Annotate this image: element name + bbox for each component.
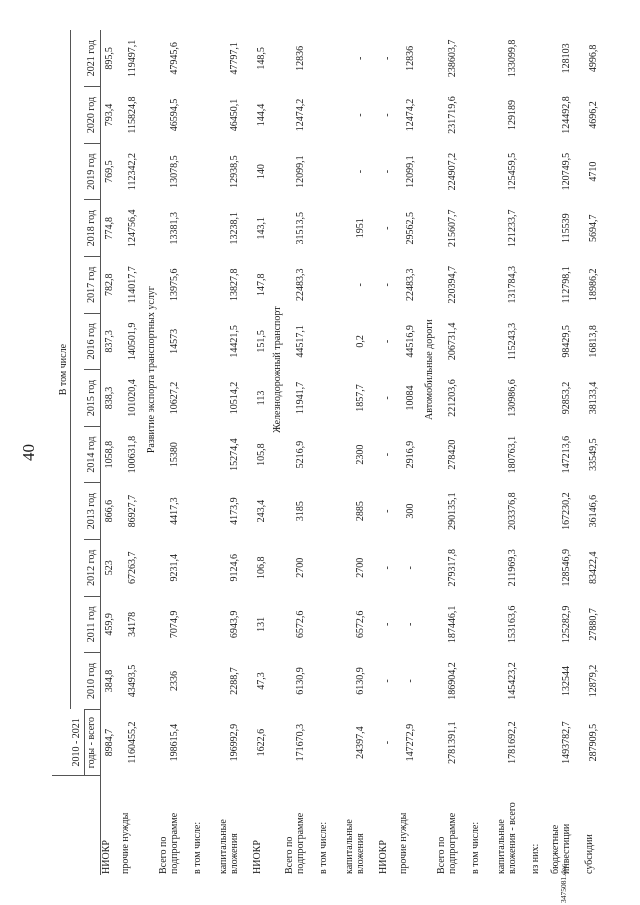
row-total: 2781391,1 [446, 721, 458, 764]
row-year-value [530, 313, 550, 370]
row-year-value: 140501,9 [126, 322, 138, 361]
row-year-value [470, 87, 496, 144]
row-year-value: 140 [255, 164, 267, 180]
row-year-value [192, 483, 218, 540]
row-year-value: 6943,9 [228, 610, 240, 639]
row-year-value [318, 87, 344, 144]
row-year-value: 10627,2 [168, 381, 180, 415]
row-year-value: 115824,8 [126, 96, 138, 134]
row-year-value: 44517,1 [294, 325, 306, 358]
row-year-value: 151,5 [255, 330, 267, 353]
row-year-value: 2700 [354, 557, 366, 578]
row-year-value [318, 200, 344, 257]
row-year-value: 128546,9 [560, 549, 572, 587]
row-year-value [470, 596, 496, 653]
row-year-value: 12099,1 [404, 155, 416, 188]
row-year-value [470, 426, 496, 483]
header-period-main: 2010 - 2021 [70, 709, 84, 776]
row-year-value [470, 257, 496, 314]
row-year-value: 6572,6 [354, 610, 366, 639]
row-year-value: 101020,4 [126, 379, 138, 417]
row-year-value: 10514,2 [228, 381, 240, 415]
row-year-value: 114017,7 [126, 266, 138, 304]
row-year-value: 9124,6 [228, 554, 240, 582]
row-year-value: 133099,8 [506, 39, 518, 78]
row-year-value: 46450,1 [228, 98, 240, 132]
row-year-value: 144,4 [255, 103, 267, 127]
row-label: НИОКР [378, 840, 389, 874]
row-year-value: - [404, 566, 416, 570]
row-year-value: - [381, 452, 393, 457]
budget-table [52, 30, 604, 875]
section-title: Железнодорожный транспорт [272, 306, 283, 433]
row-year-value: 290135,1 [446, 492, 458, 530]
row-year-value: 33549,5 [587, 438, 599, 471]
row-total [192, 709, 218, 776]
row-year-value: 5216,9 [294, 440, 306, 469]
row-year-value: 100631,8 [126, 435, 138, 474]
row-year-value [192, 30, 218, 87]
header-empty-total [52, 709, 70, 776]
table-row [284, 30, 318, 875]
row-year-value: 143,1 [255, 216, 267, 240]
header-row-years [84, 30, 100, 875]
table-row [252, 30, 272, 875]
row-year-value: 13381,3 [168, 211, 180, 245]
row-year-value [470, 653, 496, 710]
row-label: из них: [530, 843, 541, 874]
row-year-value: 1058,8 [104, 440, 115, 469]
row-year-value: 22483,3 [404, 268, 416, 302]
row-year-value [470, 200, 496, 257]
row-year-value: 98429,5 [560, 325, 572, 358]
section-title: Автомобильные дороги [424, 319, 435, 420]
row-year-value [530, 426, 550, 483]
row-year-value: - [404, 679, 416, 683]
row-total: 196992,9 [228, 723, 240, 762]
row-year-value: 44516,9 [404, 325, 416, 358]
row-year-value: 153163,6 [506, 605, 518, 644]
row-year-value: 2300 [354, 444, 366, 465]
row-year-value [530, 87, 550, 144]
header-year: 2010 год [84, 653, 100, 710]
row-year-value: 86927,7 [126, 494, 138, 528]
row-label: Всего по подпрограмме [284, 812, 306, 874]
row-year-value: 27880,7 [587, 608, 599, 641]
row-year-value: 6130,9 [294, 667, 306, 695]
row-year-value: - [354, 169, 366, 174]
row-year-value: 115243,3 [506, 322, 518, 360]
header-year: 2014 год [84, 426, 100, 483]
header-year: 2012 год [84, 539, 100, 596]
row-year-value: 22483,3 [294, 268, 306, 302]
row-year-value: 186904,2 [446, 662, 458, 700]
row-year-value: 12836 [294, 45, 306, 71]
row-year-value [530, 596, 550, 653]
row-total: 198615,4 [168, 723, 180, 762]
row-year-value: 14421,5 [228, 325, 240, 358]
header-empty-label-3 [84, 776, 100, 875]
header-year: 2021 год [84, 30, 100, 87]
table-row [344, 30, 378, 875]
row-year-value: 300 [404, 503, 416, 519]
row-year-value [192, 370, 218, 427]
row-year-value [530, 653, 550, 710]
header-year: 2015 год [84, 370, 100, 427]
row-year-value: - [381, 566, 393, 570]
header-empty-span [70, 30, 84, 709]
row-year-value: 130986,6 [506, 379, 518, 417]
row-year-value: 211969,3 [506, 549, 518, 587]
row-year-value: 12836 [404, 45, 416, 71]
row-year-value: - [381, 622, 393, 627]
row-year-value: 895,5 [104, 47, 115, 70]
row-label: Всего по подпрограмме [158, 812, 180, 874]
table-row [192, 30, 218, 875]
row-year-value: - [381, 509, 393, 513]
row-year-value: 12474,2 [404, 98, 416, 132]
row-year-value: 2885 [354, 501, 366, 522]
row-year-value: 10084 [404, 385, 416, 411]
row-label: в том числе: [318, 821, 329, 874]
row-year-value: - [381, 283, 393, 287]
row-year-value: 1857,7 [354, 384, 366, 412]
row-year-value: - [381, 226, 393, 230]
row-total: 287909,5 [587, 723, 599, 762]
row-label: в том числе: [470, 821, 481, 874]
row-year-value: 6572,6 [294, 610, 306, 639]
header-year: 2011 год [84, 596, 100, 653]
row-year-value [192, 143, 218, 200]
row-year-value: 13238,1 [228, 211, 240, 245]
row-total: 24397,4 [354, 726, 366, 759]
row-total: 147272,9 [404, 723, 416, 762]
row-year-value [530, 200, 550, 257]
row-year-value: 1951 [354, 218, 366, 239]
row-year-value: 5694,7 [587, 214, 599, 242]
row-year-value: - [404, 622, 416, 627]
row-year-value: 47797,1 [228, 42, 240, 75]
row-year-value [530, 143, 550, 200]
row-year-value [470, 143, 496, 200]
row-year-value: 4417,3 [168, 497, 180, 525]
header-period-sub: годы - всего [84, 709, 100, 776]
row-year-value: 279317,8 [446, 549, 458, 587]
row-year-value [318, 370, 344, 427]
row-year-value [470, 539, 496, 596]
row-year-value: 459,9 [104, 613, 115, 636]
header-year: 2017 год [84, 257, 100, 314]
section-row [424, 30, 436, 875]
header-row-in-that-number [52, 30, 70, 875]
row-total [318, 709, 344, 776]
row-year-value: 2916,9 [404, 440, 416, 469]
row-year-value: 13078,5 [168, 155, 180, 188]
row-year-value: 12938,5 [228, 155, 240, 188]
row-year-value: 769,5 [104, 160, 115, 183]
row-year-value: - [381, 56, 393, 61]
row-year-value [192, 426, 218, 483]
row-label: НИОКР [100, 840, 112, 874]
row-year-value [530, 30, 550, 87]
row-year-value [470, 483, 496, 540]
row-year-value: - [381, 339, 393, 344]
section-row [272, 30, 284, 875]
row-year-value: 147213,6 [560, 435, 572, 474]
row-year-value: 67263,7 [126, 551, 138, 585]
row-year-value: 167230,2 [560, 492, 572, 530]
page-number: 40 [19, 444, 38, 461]
row-year-value [530, 370, 550, 427]
row-year-value: 9231,4 [168, 554, 180, 582]
row-year-value [318, 30, 344, 87]
row-year-value [318, 539, 344, 596]
row-label: капитальные вложения - всего [496, 802, 518, 874]
row-label: прочие нужды [120, 812, 131, 874]
row-year-value: 106,8 [255, 556, 267, 580]
row-year-value [192, 257, 218, 314]
row-year-value: 12879,2 [587, 664, 599, 698]
row-total: 171670,3 [294, 723, 306, 762]
row-year-value: 120749,5 [560, 152, 572, 191]
row-year-value: 36146,6 [587, 494, 599, 528]
row-year-value: 837,3 [104, 330, 115, 353]
row-year-value: 113 [255, 390, 267, 406]
row-year-value: 11941,7 [294, 381, 306, 415]
row-total: 1622,6 [255, 728, 267, 757]
row-year-value: 124756,4 [126, 209, 138, 247]
table-row [100, 30, 120, 875]
header-year: 2016 год [84, 313, 100, 370]
row-year-value: 47,3 [255, 672, 267, 690]
row-year-value: 46594,5 [168, 98, 180, 132]
header-year: 2013 год [84, 483, 100, 540]
row-year-value [192, 87, 218, 144]
table-row [550, 30, 584, 875]
row-year-value [192, 200, 218, 257]
row-year-value: 34178 [126, 611, 138, 637]
row-year-value: 47945,6 [168, 42, 180, 75]
row-year-value [192, 653, 218, 710]
row-year-value: 131 [255, 616, 267, 632]
row-label: капитальные вложения [218, 819, 240, 874]
table-row [584, 30, 604, 875]
row-year-value: 112342,2 [126, 153, 138, 191]
table-row [378, 30, 398, 875]
row-year-value: 238603,7 [446, 39, 458, 78]
row-year-value: 12474,2 [294, 98, 306, 132]
row-year-value: 838,3 [104, 386, 115, 410]
row-year-value: 866,6 [104, 499, 115, 523]
row-label: в том числе: [192, 821, 203, 874]
row-year-value: 121233,7 [506, 209, 518, 247]
row-total [470, 709, 496, 776]
row-year-value: - [381, 169, 393, 174]
row-total: 1160455,2 [126, 721, 138, 764]
table-row [218, 30, 252, 875]
row-year-value: - [381, 396, 393, 400]
row-year-value [470, 370, 496, 427]
row-year-value: 92853,2 [560, 381, 572, 415]
row-year-value: 221203,6 [446, 379, 458, 417]
header-year: 2020 год [84, 87, 100, 144]
document-filename: 3475081.doc [559, 864, 568, 903]
header-empty-label [52, 776, 70, 875]
section-title: Развитие экспорта транспортных услуг [146, 286, 157, 454]
row-total: 1493782,7 [560, 721, 572, 764]
row-label: НИОКР [252, 840, 263, 874]
row-year-value: 15380 [168, 442, 180, 468]
table-row [470, 30, 496, 875]
header-in-that-number: В том числе [52, 30, 70, 709]
row-total: - [381, 740, 393, 745]
row-label: субсидии [584, 834, 595, 874]
row-year-value: 31513,5 [294, 211, 306, 245]
row-year-value: 115539 [560, 213, 572, 244]
row-year-value: 83422,4 [587, 551, 599, 585]
row-year-value: 523 [104, 560, 115, 576]
table-header [52, 30, 100, 875]
row-year-value: 203376,8 [506, 492, 518, 530]
row-year-value: 4710 [587, 161, 599, 182]
row-year-value: 224907,2 [446, 152, 458, 191]
row-year-value: 793,4 [104, 103, 115, 127]
section-row [146, 30, 158, 875]
row-year-value [192, 313, 218, 370]
row-year-value: - [354, 283, 366, 287]
row-year-value [318, 143, 344, 200]
row-total [530, 709, 550, 776]
row-year-value: 243,4 [255, 499, 267, 523]
row-year-value: 3185 [294, 501, 306, 522]
row-year-value: 124492,8 [560, 96, 572, 134]
row-year-value: 187446,1 [446, 605, 458, 644]
row-year-value: 145423,2 [506, 662, 518, 700]
row-year-value: 4173,9 [228, 497, 240, 525]
row-year-value: 0,2 [354, 335, 366, 348]
row-year-value: 43493,5 [126, 664, 138, 698]
row-year-value: - [354, 56, 366, 61]
row-year-value: 128103 [560, 43, 572, 74]
row-year-value: 105,8 [255, 443, 267, 466]
row-year-value: 774,8 [104, 216, 115, 240]
row-year-value: 2336 [168, 670, 180, 691]
row-year-value: 231719,6 [446, 96, 458, 134]
row-year-value [192, 596, 218, 653]
row-year-value [318, 596, 344, 653]
row-year-value: - [381, 113, 393, 117]
row-label: капитальные вложения [344, 819, 366, 874]
row-year-value [318, 257, 344, 314]
row-year-value: 215607,7 [446, 209, 458, 247]
row-year-value: 782,8 [104, 273, 115, 297]
row-year-value: 7074,9 [168, 610, 180, 639]
row-year-value: 129189 [506, 100, 518, 131]
row-year-value: 14573 [168, 328, 180, 354]
row-year-value: - [354, 113, 366, 117]
row-year-value: - [381, 679, 393, 683]
row-label: бюджетные инвестиции [550, 823, 572, 874]
row-year-value: 147,8 [255, 273, 267, 297]
row-label: Всего по подпрограмме [436, 812, 458, 874]
table-body [100, 30, 604, 875]
row-year-value: 206731,4 [446, 322, 458, 361]
row-year-value: 2700 [294, 557, 306, 578]
row-year-value: 16813,8 [587, 325, 599, 358]
row-year-value [192, 539, 218, 596]
row-year-value: 6130,9 [354, 667, 366, 695]
row-year-value [318, 313, 344, 370]
row-total: 1781692,2 [506, 721, 518, 764]
row-year-value: 278420 [446, 439, 458, 470]
row-year-value [318, 653, 344, 710]
header-year: 2019 год [84, 143, 100, 200]
row-year-value: 148,5 [255, 47, 267, 70]
header-empty-label-2 [70, 776, 84, 875]
row-year-value: 13827,8 [228, 268, 240, 302]
row-year-value: 220394,7 [446, 266, 458, 304]
row-year-value: 119497,1 [126, 39, 138, 77]
row-year-value: 13975,6 [168, 268, 180, 302]
row-year-value: 180763,1 [506, 435, 518, 474]
row-year-value: 4996,8 [587, 44, 599, 73]
row-year-value: 15274,4 [228, 438, 240, 471]
row-year-value: 125459,5 [506, 152, 518, 191]
table-row [158, 30, 192, 875]
table-row [530, 30, 550, 875]
row-year-value: 131784,3 [506, 266, 518, 304]
table-row [318, 30, 344, 875]
row-year-value: 2288,7 [228, 667, 240, 695]
row-year-value [318, 426, 344, 483]
row-year-value: 132544 [560, 665, 572, 696]
table-row [496, 30, 530, 875]
row-year-value [530, 539, 550, 596]
row-year-value: 125282,9 [560, 605, 572, 644]
row-year-value: 29562,5 [404, 211, 416, 245]
row-year-value [470, 313, 496, 370]
table-row [436, 30, 470, 875]
row-label: прочие нужды [398, 812, 409, 874]
header-year: 2018 год [84, 200, 100, 257]
row-year-value [530, 257, 550, 314]
row-year-value: 38133,4 [587, 381, 599, 415]
row-year-value: 12099,1 [294, 155, 306, 188]
row-year-value [470, 30, 496, 87]
row-year-value: 4696,2 [587, 101, 599, 129]
table-row [398, 30, 424, 875]
table-row [120, 30, 146, 875]
row-total: 8984,7 [104, 728, 115, 757]
row-year-value [530, 483, 550, 540]
row-year-value: 18986,2 [587, 268, 599, 302]
row-year-value [318, 483, 344, 540]
row-year-value: 112798,1 [560, 266, 572, 304]
row-year-value: 384,8 [104, 669, 115, 693]
header-row-period [70, 30, 84, 875]
